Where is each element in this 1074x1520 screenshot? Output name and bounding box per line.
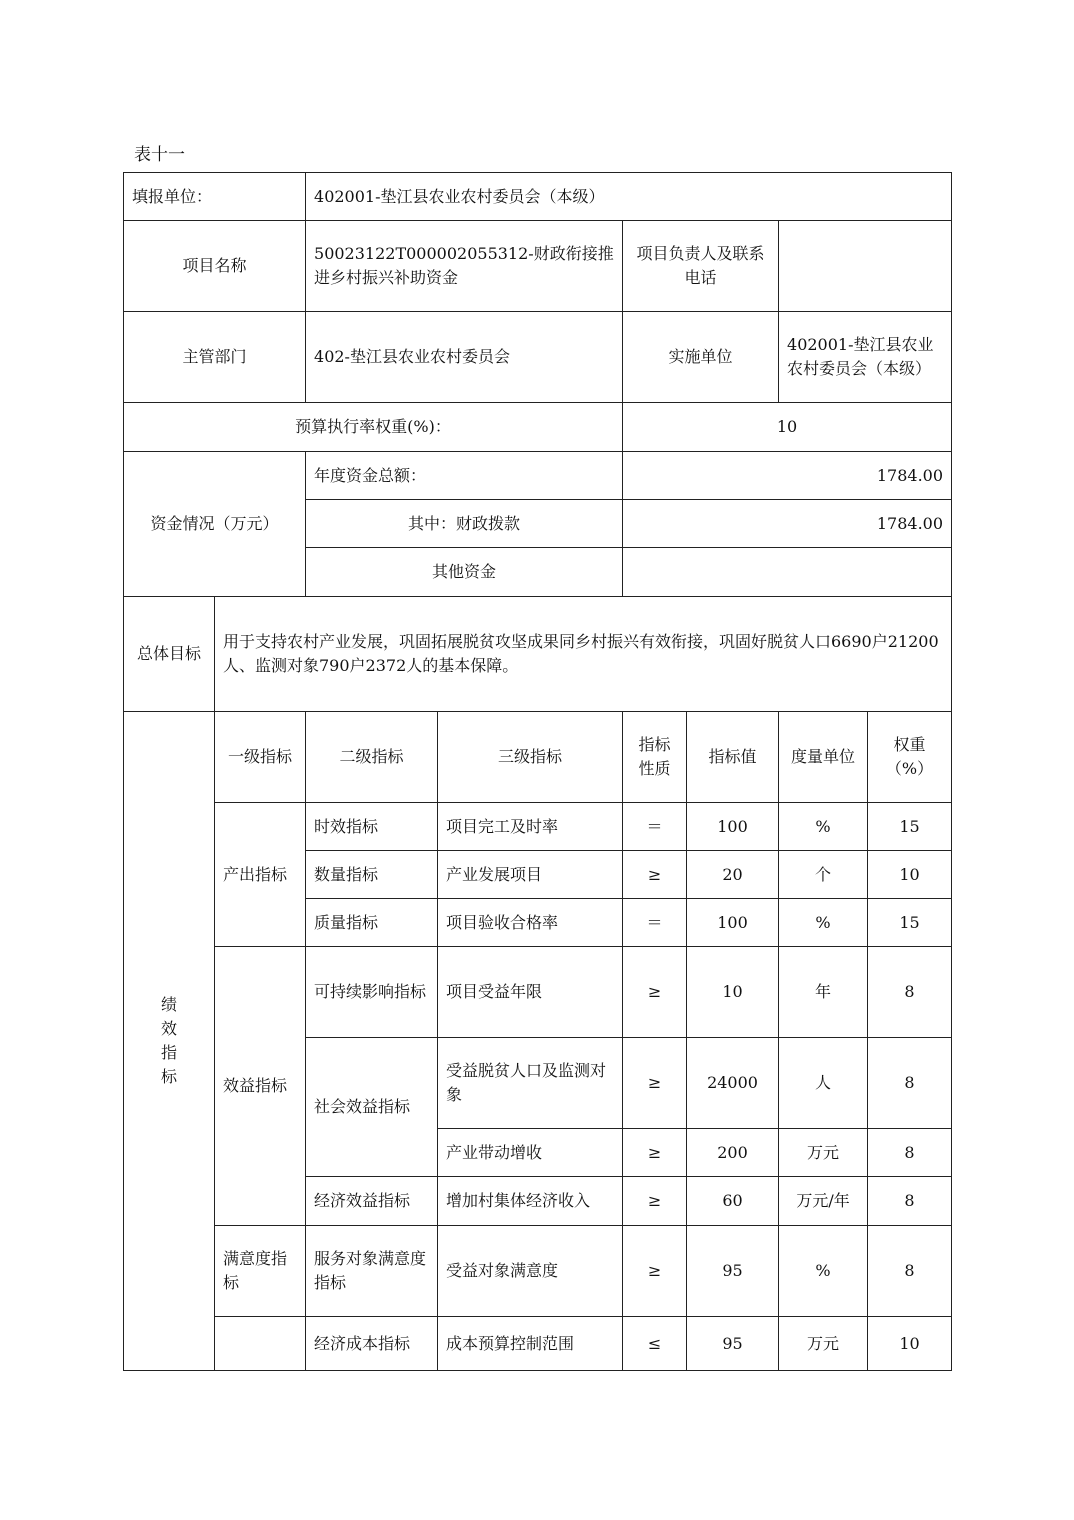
table-row bbox=[124, 1226, 952, 1317]
level3-cell: 项目完工及时率 bbox=[438, 803, 623, 851]
budget-rate-value: 10 bbox=[623, 403, 952, 452]
performance-target-table bbox=[123, 172, 952, 1371]
header-value: 指标值 bbox=[687, 712, 779, 803]
weight-cell: 8 bbox=[868, 1226, 952, 1317]
unit-cell: 万元 bbox=[779, 1129, 868, 1177]
value-cell: 100 bbox=[687, 899, 779, 947]
goal-label: 总体目标 bbox=[124, 597, 215, 712]
level3-cell: 项目受益年限 bbox=[438, 947, 623, 1038]
header-nature: 指标性质 bbox=[623, 712, 687, 803]
level2-econ-cost: 经济成本指标 bbox=[306, 1317, 438, 1371]
dept-row bbox=[124, 312, 952, 403]
level2-timeliness: 时效指标 bbox=[306, 803, 438, 851]
nature-cell: ≥ bbox=[623, 851, 687, 899]
nature-cell: ≥ bbox=[623, 1129, 687, 1177]
unit-cell: 年 bbox=[779, 947, 868, 1038]
table-row bbox=[124, 1317, 952, 1371]
nature-cell: ≤ bbox=[623, 1317, 687, 1371]
table-row bbox=[124, 803, 952, 851]
level2-quality: 质量指标 bbox=[306, 899, 438, 947]
funds-other-label: 其他资金 bbox=[306, 548, 623, 597]
weight-cell: 8 bbox=[868, 947, 952, 1038]
nature-cell: ＝ bbox=[623, 803, 687, 851]
perf-label-char: 指 bbox=[160, 1043, 177, 1062]
project-name-label: 项目名称 bbox=[124, 221, 306, 312]
level3-cell: 产业发展项目 bbox=[438, 851, 623, 899]
level2-sustainable: 可持续影响指标 bbox=[306, 947, 438, 1038]
budget-rate-label: 预算执行率权重(%)： bbox=[124, 403, 623, 452]
weight-cell: 10 bbox=[868, 851, 952, 899]
table-caption: 表十一 bbox=[134, 145, 185, 165]
weight-cell: 15 bbox=[868, 803, 952, 851]
unit-cell: % bbox=[779, 1226, 868, 1317]
unit-cell: 万元/年 bbox=[779, 1177, 868, 1226]
value-cell: 24000 bbox=[687, 1038, 779, 1129]
value-cell: 20 bbox=[687, 851, 779, 899]
nature-cell: ≥ bbox=[623, 947, 687, 1038]
funds-fiscal-value: 1784.00 bbox=[623, 500, 952, 548]
fill-unit-value: 402001-垫江县农业农村委员会（本级） bbox=[306, 173, 952, 221]
group-cost bbox=[215, 1317, 306, 1371]
fill-unit-row bbox=[124, 173, 952, 221]
level2-service: 服务对象满意度指标 bbox=[306, 1226, 438, 1317]
level2-economic: 经济效益指标 bbox=[306, 1177, 438, 1226]
value-cell: 100 bbox=[687, 803, 779, 851]
level2-quantity: 数量指标 bbox=[306, 851, 438, 899]
level2-social: 社会效益指标 bbox=[306, 1038, 438, 1177]
header-level1: 一级指标 bbox=[215, 712, 306, 803]
weight-cell: 10 bbox=[868, 1317, 952, 1371]
funds-total-label: 年度资金总额： bbox=[306, 452, 623, 500]
level3-cell: 产业带动增收 bbox=[438, 1129, 623, 1177]
project-name-value: 50023122T000002055312-财政衔接推进乡村振兴补助资金 bbox=[306, 221, 623, 312]
value-cell: 95 bbox=[687, 1226, 779, 1317]
project-name-row bbox=[124, 221, 952, 312]
header-level2: 二级指标 bbox=[306, 712, 438, 803]
header-level3: 三级指标 bbox=[438, 712, 623, 803]
funds-other-value bbox=[623, 548, 952, 597]
perf-header-row bbox=[124, 712, 952, 803]
unit-cell: 个 bbox=[779, 851, 868, 899]
value-cell: 60 bbox=[687, 1177, 779, 1226]
perf-label bbox=[124, 712, 215, 1371]
weight-cell: 8 bbox=[868, 1038, 952, 1129]
impl-unit-label: 实施单位 bbox=[623, 312, 779, 403]
funds-total-row bbox=[124, 452, 952, 500]
project-contact-label: 项目负责人及联系电话 bbox=[623, 221, 779, 312]
unit-cell: 人 bbox=[779, 1038, 868, 1129]
unit-cell: % bbox=[779, 899, 868, 947]
perf-label-char: 标 bbox=[160, 1067, 177, 1086]
fill-unit-label: 填报单位： bbox=[124, 173, 306, 221]
header-weight: 权重（%） bbox=[868, 712, 952, 803]
funds-label: 资金情况（万元） bbox=[124, 452, 306, 597]
funds-fiscal-label: 其中：财政拨款 bbox=[306, 500, 623, 548]
dept-value: 402-垫江县农业农村委员会 bbox=[306, 312, 623, 403]
level3-cell: 成本预算控制范围 bbox=[438, 1317, 623, 1371]
budget-rate-row bbox=[124, 403, 952, 452]
header-unit: 度量单位 bbox=[779, 712, 868, 803]
table-row bbox=[124, 947, 952, 1038]
value-cell: 10 bbox=[687, 947, 779, 1038]
level3-cell: 受益脱贫人口及监测对象 bbox=[438, 1038, 623, 1129]
funds-total-value: 1784.00 bbox=[623, 452, 952, 500]
unit-cell: 万元 bbox=[779, 1317, 868, 1371]
group-output: 产出指标 bbox=[215, 803, 306, 947]
perf-label-char: 效 bbox=[160, 1019, 177, 1038]
group-benefit: 效益指标 bbox=[215, 947, 306, 1226]
nature-cell: ≥ bbox=[623, 1177, 687, 1226]
value-cell: 95 bbox=[687, 1317, 779, 1371]
goal-row bbox=[124, 597, 952, 712]
nature-cell: ＝ bbox=[623, 899, 687, 947]
group-satisfaction: 满意度指标 bbox=[215, 1226, 306, 1317]
goal-text: 用于支持农村产业发展，巩固拓展脱贫攻坚成果同乡村振兴有效衔接，巩固好脱贫人口6690户21200人、监测对象790户2372人的基本保障。 bbox=[215, 597, 952, 712]
dept-label: 主管部门 bbox=[124, 312, 306, 403]
value-cell: 200 bbox=[687, 1129, 779, 1177]
impl-unit-value: 402001-垫江县农业农村委员会（本级） bbox=[779, 312, 952, 403]
unit-cell: % bbox=[779, 803, 868, 851]
weight-cell: 8 bbox=[868, 1129, 952, 1177]
level3-cell: 增加村集体经济收入 bbox=[438, 1177, 623, 1226]
nature-cell: ≥ bbox=[623, 1226, 687, 1317]
level3-cell: 受益对象满意度 bbox=[438, 1226, 623, 1317]
level3-cell: 项目验收合格率 bbox=[438, 899, 623, 947]
perf-label-char: 绩 bbox=[160, 995, 177, 1014]
project-contact-value bbox=[779, 221, 952, 312]
weight-cell: 8 bbox=[868, 1177, 952, 1226]
nature-cell: ≥ bbox=[623, 1038, 687, 1129]
weight-cell: 15 bbox=[868, 899, 952, 947]
